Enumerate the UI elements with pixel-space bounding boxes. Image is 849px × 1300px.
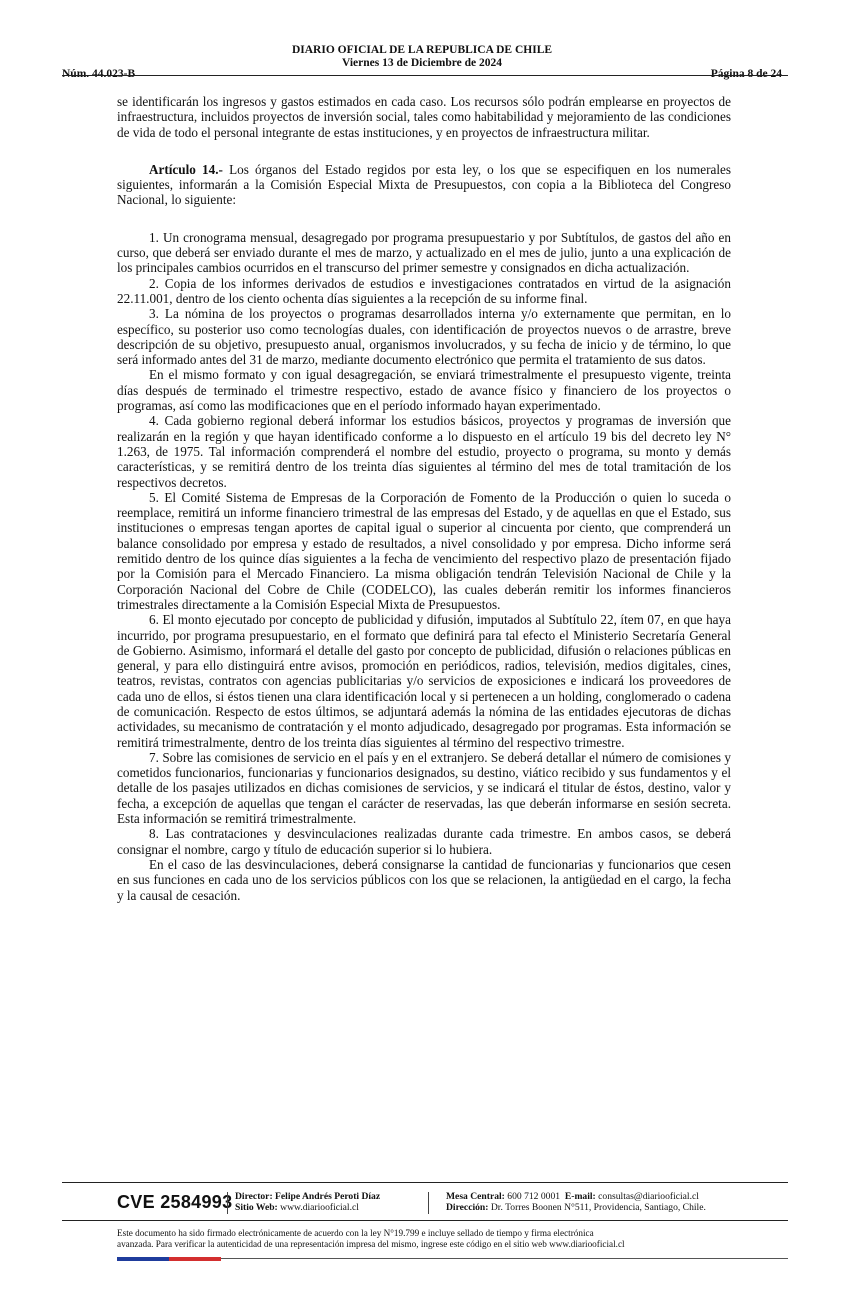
phone-label: Mesa Central: [446, 1191, 505, 1202]
article-14 [117, 162, 731, 208]
numeral-3: 3. La nómina de los proyectos o programas desarrollados interna y/o externamente que permitan, en lo específico, su posterior uso como tecnologías duales, con identificación de proyectos nuevos o de arrastre, breve descripción de su objetivo, presupuesto anual, organismos involucrados, y su fecha de inicio y de término, lo que será informado antes del 31 de marzo, mediante documento electrónico que permita el tratamiento de sus datos. [117, 306, 731, 368]
director-name: Felipe Andrés Peroti Díaz [275, 1191, 381, 1202]
publication-masthead [62, 44, 782, 70]
numeral-2: 2. Copia de los informes derivados de estudios e investigaciones contratados en virtud de la asignación 22.11.001, dentro de los ciento ochenta días siguientes a la recepción de su informe final. [117, 275, 731, 306]
signature-disclaimer [117, 1228, 737, 1250]
footer-separator [428, 1192, 429, 1214]
article-14-title: Artículo 14.- [149, 161, 223, 177]
flag-red-segment [169, 1257, 221, 1261]
director-label: Director: [235, 1191, 273, 1202]
document-body [117, 94, 731, 903]
email-label: E-mail: [564, 1191, 596, 1202]
article-14-text: Los órganos del Estado regidos por esta ley, o los que se especifiquen en los numerales siguientes, informarán a la Comisión Especial Mixta de Presupuestos, con copia a la Biblioteca del Congreso Nacional, lo siguiente: [117, 161, 731, 208]
numeral-7: 7. Sobre las comisiones de servicio en el país y en el extranjero. Se deberá detallar el número de comisiones y cometidos funcionarios, funcionarias y funcionarios designados, su destino, viático recibido y sus fundamentos y el detalle de los pasajes utilizados en dichas comisiones de servicios, y se indicará el titular de éstos, destino, valor y fecha, a excepción de aquellas que tengan el carácter de reservadas, las que deberán informarse en sesión secreta. Esta información se remitirá trimestralmente. [117, 749, 731, 827]
phone-value: 600 712 0001 [507, 1191, 561, 1202]
numeral-1: 1. Un cronograma mensual, desagregado por programa presupuestario y por Subtítulos, de gastos del año en curso, que deberá ser enviado durante el mes de marzo, y actualizado en el mes de julio, junto a una explicación de los principales cambios ocurridos en el transcurso del primer semestre y consignados en dicha actualización. [117, 229, 731, 276]
numeral-6: 6. El monto ejecutado por concepto de publicidad y difusión, imputados al Subtítulo 22, ítem 07, en que haya incurrido, por programa presupuestario, en el formato que definirá para tal efecto el Ministerio Secretaría General de Gobierno. Asimismo, informará el detalle del gasto por concepto de publicidad, difusión o relaciones públicas en general, y para ello distinguirá entre avisos, promoción en periódicos, radios, televisión, medios digitales, cines, teatros, revistas, contratos con agencias publicitarias y/o servicios de exposiciones e indicará los proveedores de cada uno de ellos, si éstos tienen una clara identificación local y si pertenecen a un holding, conglomerado o cadena de comunicación. Respecto de estos últimos, se adjuntará además la nómina de las entidades ejecutoras de dichas actividades, su mecanismo de contratación y el monto adjudicado, desagregado por programas. Esta información se remitirá trimestralmente, dentro de los treinta días siguientes al término del respectivo trimestre. [117, 612, 731, 750]
numeral-4: 4. Cada gobierno regional deberá informar los estudios básicos, proyectos y programas de inversión que realizarán en la región y que hayan identificado conforme a lo dispuesto en el artículo 19 bis del decreto ley N° 1.263, de 1975. Tal información comprenderá el nombre del estudio, proyecto o programa, su monto y demás características, y se remitirá dentro de los treinta días siguientes al término del mes de total tramitación de los respectivos decretos. [117, 413, 731, 490]
issue-number: Núm. 44.023-B [62, 68, 136, 80]
header-divider [62, 75, 788, 76]
page-footer [117, 1190, 757, 1224]
paragraph-continuation: se identificarán los ingresos y gastos estimados en cada caso. Los recursos sólo podrán emplearse en proyectos de infraestructura, incluidos proyectos de inversión social, tales como habitabilidad y mejoramiento de las condiciones de vida de todo el personal integrante de estas instituciones, y en proyectos de infraestructura militar. [117, 94, 731, 140]
numeral-3-continuation: En el mismo formato y con igual desagregación, se enviará trimestralmente el presupuesto vigente, treinta días después de terminado el trimestre respectivo, estado de avance físico y financiero de los proyectos o programas, así como las modificaciones que en el período informado hayan experimentado. [117, 367, 731, 414]
email-link[interactable]: consultas@diariooficial.cl [598, 1191, 699, 1202]
numeral-5: 5. El Comité Sistema de Empresas de la Corporación de Fomento de la Producción o quien lo suceda o reemplace, remitirá un informe financiero trimestral de las empresas del Estado, y de aquellas en que el Estado, sus instituciones o empresas tengan aportes de capital igual o superior al cincuenta por ciento, que comprenderá un balance consolidado por empresa y estado de resultados, a nivel consolidado y por empresa. Dicho informe será remitido dentro de los quince días siguientes a la fecha de vencimiento del respectivo plazo de presentación fijado por la Comisión para el Mercado Financiero. La misma obligación tendrán Televisión Nacional de Chile y la Corporación Nacional del Cobre de Chile (CODELCO), las cuales deberán remitir los informes financieros trimestrales directamente a la Comisión Especial Mixta de Presupuestos. [117, 489, 731, 612]
address-label: Dirección: [446, 1202, 489, 1213]
address-value: Dr. Torres Boonen N°511, Providencia, Santiago, Chile. [490, 1202, 706, 1213]
footer-divider-middle [62, 1220, 788, 1221]
numeral-8: 8. Las contrataciones y desvinculaciones realizadas durante cada trimestre. En ambos casos, se deberá consignar el nombre, cargo y título de educación superior si lo hubiera. [117, 826, 731, 857]
footer-divider-bottom [221, 1258, 788, 1259]
page-number: Página 8 de 24 [710, 68, 782, 80]
flag-stripe [117, 1257, 221, 1261]
cve-code: CVE 2584993 [117, 1192, 233, 1212]
flag-blue-segment [117, 1257, 169, 1261]
footer-separator [227, 1192, 228, 1214]
disclaimer-line-2: avanzada. Para verificar la autenticidad de una representación impresa del mismo, ingrese este código en el sitio web www.diariooficial.cl [117, 1239, 625, 1249]
publication-date: Viernes 13 de Diciembre de 2024 [341, 57, 502, 69]
disclaimer-line-1: Este documento ha sido firmado electrónicamente de acuerdo con la ley N°19.799 e incluye sellado de tiempo y firma electrónica [117, 1228, 594, 1238]
footer-divider-top [62, 1182, 788, 1183]
director-block [235, 1191, 380, 1213]
website-label: Sitio Web: [235, 1202, 278, 1213]
numeral-8-continuation: En el caso de las desvinculaciones, deberá consignarse la cantidad de funcionarias y funcionarios que cesen en sus funciones en cada uno de los servicios públicos con los que se relacionen, la antigüedad en el cargo, la fecha y la causal de cesación. [117, 856, 731, 903]
contact-block [446, 1191, 706, 1213]
website-link[interactable]: www.diariooficial.cl [280, 1202, 359, 1213]
publication-title: DIARIO OFICIAL DE LA REPUBLICA DE CHILE [291, 44, 553, 56]
